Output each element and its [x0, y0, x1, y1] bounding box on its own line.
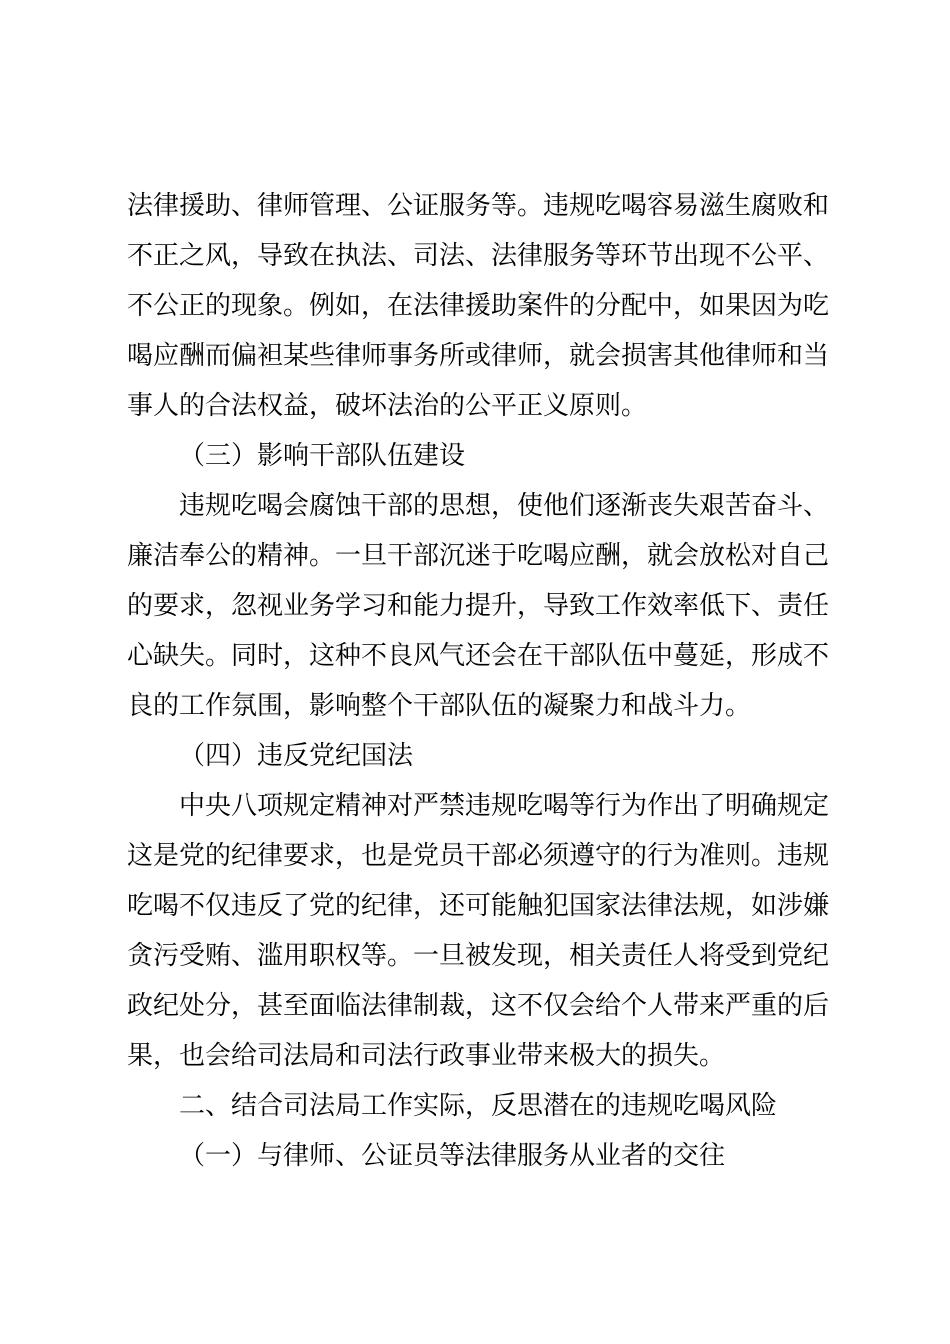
- paragraph-line: 不正之风，导致在执法、司法、法律服务等环节出现不公平、: [127, 241, 830, 271]
- section-heading-3: （三）影响干部队伍建设: [179, 441, 466, 471]
- paragraph-line: 政纪处分，甚至面临法律制裁，这不仅会给个人带来严重的后: [127, 991, 830, 1021]
- paragraph-line: 心缺失。同时，这种不良风气还会在干部队伍中蔓延，形成不: [127, 641, 830, 671]
- paragraph-line: 不公正的现象。例如，在法律援助案件的分配中，如果因为吃: [127, 291, 830, 321]
- paragraph-line: 果，也会给司法局和司法行政事业带来极大的损失。: [127, 1041, 726, 1071]
- section-heading-4: （四）违反党纪国法: [179, 741, 414, 771]
- paragraph-line: 中央八项规定精神对严禁违规吃喝等行为作出了明确规定: [179, 791, 830, 821]
- paragraph-line: 违规吃喝会腐蚀干部的思想，使他们逐渐丧失艰苦奋斗、: [179, 491, 830, 521]
- paragraph-line: 喝应酬而偏袒某些律师事务所或律师，就会损害其他律师和当: [127, 341, 830, 371]
- document-body: [127, 181, 832, 1181]
- section-heading-1: （一）与律师、公证员等法律服务从业者的交往: [179, 1141, 726, 1171]
- chapter-heading-2: 二、结合司法局工作实际，反思潜在的违规吃喝风险: [179, 1091, 778, 1121]
- paragraph-line: 贪污受贿、滥用职权等。一旦被发现，相关责任人将受到党纪: [127, 941, 830, 971]
- paragraph-line: 吃喝不仅违反了党的纪律，还可能触犯国家法律法规，如涉嫌: [127, 891, 830, 921]
- paragraph-line: 法律援助、律师管理、公证服务等。违规吃喝容易滋生腐败和: [127, 191, 830, 221]
- paragraph-line: 良的工作氛围，影响整个干部队伍的凝聚力和战斗力。: [127, 691, 752, 721]
- paragraph-line: 的要求，忽视业务学习和能力提升，导致工作效率低下、责任: [127, 591, 830, 621]
- paragraph-line: 事人的合法权益，破坏法治的公平正义原则。: [127, 391, 648, 421]
- paragraph-line: 这是党的纪律要求，也是党员干部必须遵守的行为准则。违规: [127, 841, 830, 871]
- paragraph-line: 廉洁奉公的精神。一旦干部沉迷于吃喝应酬，就会放松对自己: [127, 541, 830, 571]
